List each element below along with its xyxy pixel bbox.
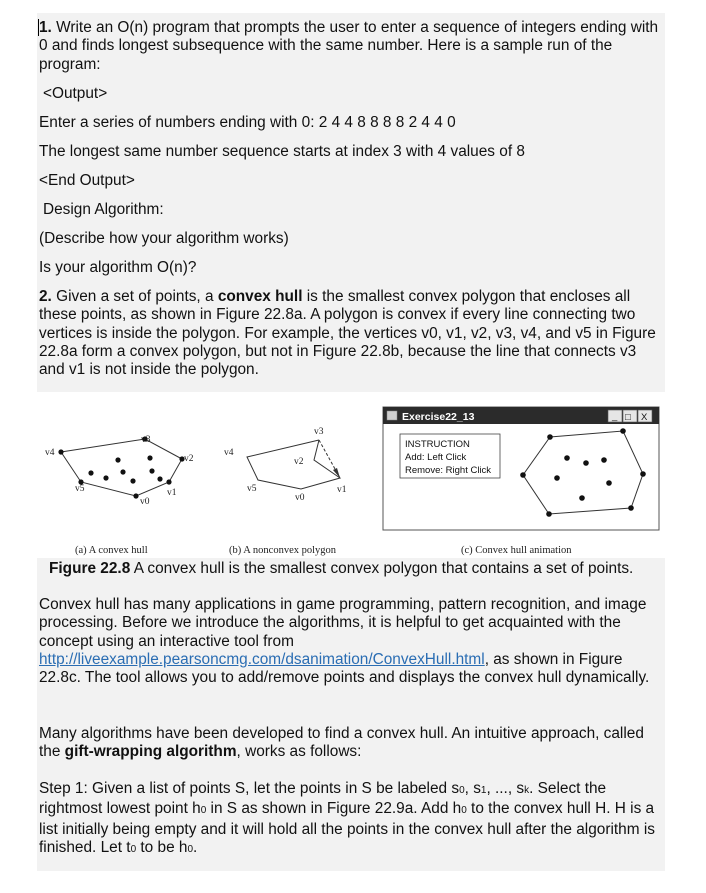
animation-point[interactable] xyxy=(601,457,607,463)
animation-point[interactable] xyxy=(547,434,553,440)
minimize-icon: _ xyxy=(612,411,618,422)
label-v2: v2 xyxy=(294,457,304,467)
animation-point[interactable] xyxy=(520,472,526,478)
hull-vertex xyxy=(58,449,63,454)
animation-point[interactable] xyxy=(620,428,626,434)
caption-b: (b) A nonconvex polygon xyxy=(229,545,337,556)
convex-hull-diagram xyxy=(45,435,194,556)
question-2-number: 2. xyxy=(39,288,52,305)
sample-input-line: Enter a series of numbers ending with 0: 2 4 4 8 8 8 8 2 4 4 0 xyxy=(39,114,456,131)
step-1-paragraph: Step 1: Given a list of points S, let the points in S be labeled s0, s1, ..., sk. Select the rightmost lowest point h0 in S as shown in Figure 22.9a. Add h0 to the convex hull H. H is a list initially being empty and it will hold all the points in the convex hull after the algorithm is finished. Let t0 to be h0. xyxy=(39,780,655,856)
label-v3: v3 xyxy=(314,427,324,437)
interior-point xyxy=(88,470,93,475)
animation-point[interactable] xyxy=(546,511,552,517)
label-v1: v1 xyxy=(337,485,347,495)
hull-vertex xyxy=(166,479,171,484)
animation-point[interactable] xyxy=(628,505,634,511)
output-open-tag: <Output> xyxy=(43,85,108,102)
animation-point[interactable] xyxy=(579,495,585,501)
label-v4: v4 xyxy=(224,448,234,458)
label-v1: v1 xyxy=(167,488,177,498)
gift-wrapping-term: gift-wrapping algorithm xyxy=(64,743,237,761)
label-v5: v5 xyxy=(75,484,85,494)
label-v5: v5 xyxy=(247,484,257,494)
sample-result-line: The longest same number sequence starts at index 3 with 4 values of 8 xyxy=(39,143,525,160)
question-1-number: 1. xyxy=(39,19,52,36)
label-v2: v2 xyxy=(184,454,194,464)
interior-point xyxy=(149,468,154,473)
window-controls xyxy=(608,410,652,423)
interior-point xyxy=(147,455,152,460)
caption-a: (a) A convex hull xyxy=(75,545,148,556)
interior-point xyxy=(103,475,108,480)
animation-point[interactable] xyxy=(564,455,570,461)
caption-c: (c) Convex hull animation xyxy=(461,545,572,556)
question-2-text: 2. Given a set of points, a convex hull is the smallest convex polygon that encloses all these points, as shown in Figure 22.8a. A polygon is convex if every line connecting two vertices is inside the polygon. For example, the vertices v0, v1, v2, v3, v4, and v5 in Figure 22.8a form a convex polygon, but not in Figure 22.8b, because the line that connects v3 and v1 is not inside the polygon. xyxy=(39,288,656,379)
paragraph-applications: Convex hull has many applications in game programming, pattern recognition, and image processing. Before we introduce the algorithms, it is helpful to get acquainted with the concept using an interactive tool from http://liveexample.pearsoncmg.com/dsanimation/ConvexHull.html, as shown in Figure 22.8c. The tool allows you to add/remove points and displays the convex hull dynamically. xyxy=(39,596,650,687)
figure-caption: Figure 22.8 A convex hull is the smallest convex polygon that contains a set of points. xyxy=(49,560,634,577)
maximize-icon: □ xyxy=(625,412,631,423)
question-1-text: 1. Write an O(n) program that prompts the user to enter a sequence of integers ending with 0 and finds longest subsequence with the same number. Here is a sample run of the program: xyxy=(39,19,659,73)
interior-point xyxy=(130,478,135,483)
animation-point[interactable] xyxy=(554,475,560,481)
figure-22-8 xyxy=(37,392,665,558)
window-title: Exercise22_13 xyxy=(402,411,475,423)
nonconvex-polygon-diagram xyxy=(224,427,347,556)
figure-label: Figure 22.8 xyxy=(49,560,131,577)
instruction-title: INSTRUCTION xyxy=(405,439,470,450)
convex-hull-animation-link[interactable]: http://liveexample.pearsoncmg.com/dsanimation/ConvexHull.html xyxy=(39,650,485,668)
complexity-question: Is your algorithm O(n)? xyxy=(39,259,197,276)
document-page xyxy=(37,13,665,871)
output-close-tag: <End Output> xyxy=(39,172,135,189)
design-algorithm-heading: Design Algorithm: xyxy=(43,201,164,218)
convex-hull-window xyxy=(383,407,659,556)
close-icon: X xyxy=(641,412,648,423)
figure-svg xyxy=(37,392,665,558)
animation-point[interactable] xyxy=(640,471,646,477)
dashed-arrowhead xyxy=(333,468,340,478)
label-v0: v0 xyxy=(140,497,150,507)
window-app-icon xyxy=(387,411,397,420)
describe-prompt: (Describe how your algorithm works) xyxy=(39,230,289,247)
interior-point xyxy=(157,476,162,481)
paragraph-algorithms: Many algorithms have been developed to find a convex hull. An intuitive approach, called the gift-wrapping algorithm, works as follows: xyxy=(39,725,644,761)
animation-point[interactable] xyxy=(606,480,612,486)
interior-point xyxy=(115,457,120,462)
label-v4: v4 xyxy=(45,448,55,458)
label-v0: v0 xyxy=(295,493,305,503)
interior-point xyxy=(120,469,125,474)
hull-vertex xyxy=(133,493,138,498)
animation-point[interactable] xyxy=(583,460,589,466)
label-v3: v3 xyxy=(141,435,151,445)
instruction-add: Add: Left Click xyxy=(405,452,467,463)
instruction-remove: Remove: Right Click xyxy=(405,465,492,476)
convex-hull-term: convex hull xyxy=(217,288,303,305)
